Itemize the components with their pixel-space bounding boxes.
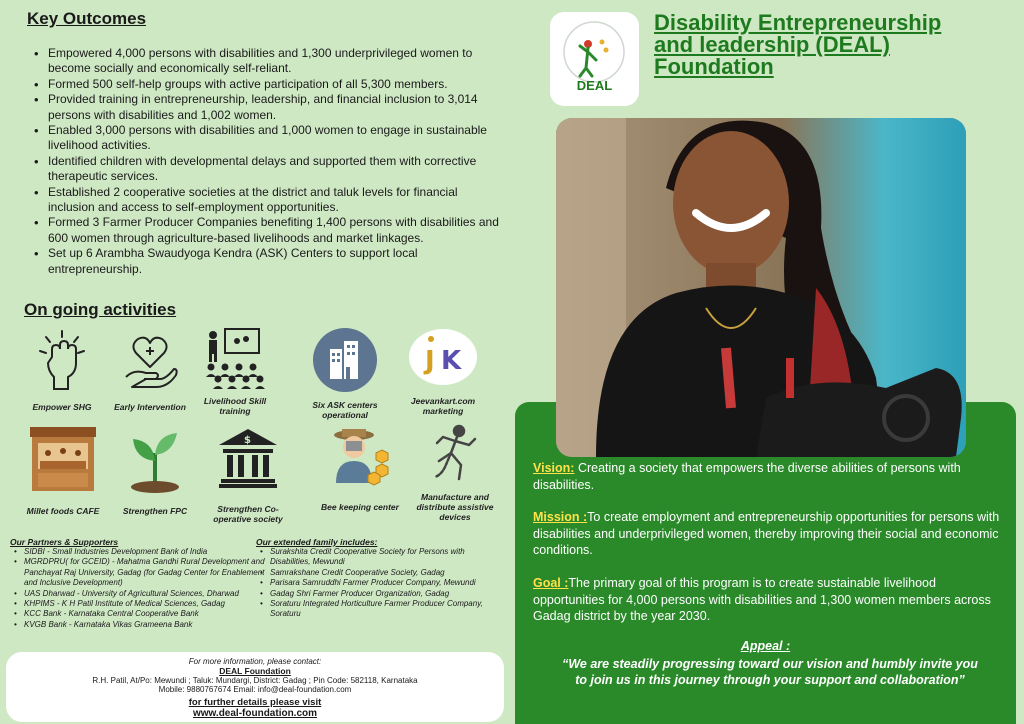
partner-item: • KVGB Bank - Karnataka Vikas Grameena Bank <box>24 620 265 630</box>
family-item: • Surakshita Credit Cooperative Society for Persons with Disabilities, Mewundi <box>270 547 506 568</box>
activity-assistive-devices <box>410 423 500 522</box>
family-item: • Samrakshane Credit Cooperative Society, Gadag <box>270 568 506 578</box>
activity-label: Early Intervention <box>114 402 186 412</box>
page-title: Disability Entrepreneurship and leadership (DEAL) Foundation <box>654 10 942 79</box>
activity-bee-keeping <box>310 423 410 512</box>
partner-item: • SIDBI - Small Industries Development Bank of India <box>24 547 265 557</box>
partner-item: • KHPIMS - K H Patil Institute of Medical Sciences, Gadag <box>24 599 265 609</box>
family-list <box>270 547 506 620</box>
outcome-item: • Formed 3 Farmer Producer Companies benefiting 1,400 persons with disabilities and 600 women through agriculture-based livelihoods and market linkages. <box>48 215 503 246</box>
outcome-item: • Empowered 4,000 persons with disabilities and 1,300 underprivileged women to become socially and economically self-reliant. <box>48 46 503 77</box>
svg-text:K: K <box>441 346 462 376</box>
goal-block <box>533 575 1003 625</box>
vision-label: Vision: <box>533 461 575 475</box>
contact-further: for further details please visit <box>188 697 322 708</box>
goal-text: The primary goal of this program is to create sustainable livelihood opportunities for 4,000 persons with disabilities and 1,300 women members across Gadag district by the year 2030. <box>533 576 991 623</box>
partners-heading: Our Partners & Supporters <box>10 537 119 547</box>
mission-text: To create employment and entrepreneurship opportunities for persons with disabilities and underprivileged women, thereby improving their social and economic conditions. <box>533 510 1000 557</box>
buildings-icon <box>312 327 378 393</box>
goal-label: Goal : <box>533 576 569 590</box>
prosthetic-runner-icon <box>425 423 485 485</box>
partner-item: • UAS Dharwad - University of Agricultural Sciences, Dharwad <box>24 589 265 599</box>
svg-text:$: $ <box>244 435 251 446</box>
appeal-text: “We are steadily progressing toward our vision and humbly invite you to join us in this journey through your support and collaboration” <box>562 657 978 687</box>
activity-early-intervention <box>105 327 195 412</box>
activity-label: Six ASK centers operational <box>312 400 378 420</box>
activity-label: Manufacture and distribute assistive devices <box>416 492 494 522</box>
ongoing-heading: On going activities <box>24 300 177 319</box>
beekeeper-icon <box>328 423 392 489</box>
activity-label: Bee keeping center <box>321 502 399 512</box>
family-item: • Gadag Shri Farmer Producer Organization, Gadag <box>270 589 506 599</box>
activity-livelihood-training <box>195 327 275 416</box>
activity-label: Strengthen Co-operative society <box>213 504 283 524</box>
deal-logo <box>550 12 639 106</box>
activity-millet-cafe <box>20 423 106 516</box>
jk-logo-icon <box>407 327 479 387</box>
activity-label: Strengthen FPC <box>122 506 188 516</box>
appeal-heading: Appeal : <box>740 639 791 653</box>
key-outcomes-list <box>48 46 503 277</box>
svg-text:J: J <box>425 346 435 376</box>
website-link[interactable]: www.deal-foundation.com <box>192 708 318 719</box>
raised-fist-icon <box>32 327 92 395</box>
cafe-shop-icon <box>26 423 100 495</box>
logo-text: DEAL <box>576 78 613 93</box>
activity-strengthen-fpc <box>110 423 200 516</box>
mission-block <box>533 509 1003 559</box>
family-heading: Our extended family includes: <box>256 537 378 547</box>
activity-empower-shg <box>22 327 102 412</box>
outcome-item: • Enabled 3,000 persons with disabilities and 1,000 women to engage in sustainable livelihood activities. <box>48 123 503 154</box>
contact-org: DEAL Foundation <box>219 666 291 676</box>
activity-cooperative <box>200 423 296 524</box>
heart-in-hand-icon <box>120 327 180 395</box>
partners-section <box>10 537 265 630</box>
bank-building-icon <box>215 423 281 491</box>
outcome-item: • Identified children with developmental delays and supported them with corrective therapeutic services. <box>48 154 503 185</box>
partner-item: • MGRDPRU( for GCEID) - Mahatma Gandhi Rural Development and Panchayat Raj University, Gadag (for Gadag Center for Enablement and Inclusive Development) <box>24 557 265 588</box>
family-item: • Parisara Samruddhi Farmer Producer Company, Mewundi <box>270 578 506 588</box>
key-outcomes-heading: Key Outcomes <box>27 9 147 28</box>
mission-label: Mission : <box>533 510 588 524</box>
activity-label: Millet foods CAFE <box>26 506 100 516</box>
hero-photo <box>556 118 966 457</box>
woman-sewing-photo <box>556 118 966 457</box>
contact-address: R.H. Patil, At/Po: Mewundi ; Taluk: Mundargi, District: Gadag ; Pin Code: 582118, Karnataka <box>92 676 418 685</box>
training-class-icon <box>199 327 271 389</box>
contact-box <box>6 652 504 722</box>
outcome-item: • Formed 500 self-help groups with active participation of all 5,300 members. <box>48 77 503 92</box>
family-item: • Soraturu Integrated Horticulture Farmer Producer Company, Soraturu <box>270 599 506 620</box>
activity-label: Jeevankart.com marketing <box>410 396 476 416</box>
extended-family-section <box>256 537 506 620</box>
partners-list <box>24 547 265 630</box>
vision-text: Creating a society that empowers the diverse abilities of persons with disabilities. <box>533 461 961 492</box>
contact-phone-email: Mobile: 9880767674 Email: info@deal-foundation.com <box>158 685 352 694</box>
activity-label: Livelihood Skill training <box>203 396 267 416</box>
activity-jeevankart <box>398 327 488 416</box>
partner-item: • KCC Bank - Karnataka Central Cooperative Bank <box>24 609 265 619</box>
outcome-item: • Established 2 cooperative societies at the district and taluk levels for financial inclusion and access to self-employment opportunities. <box>48 185 503 216</box>
activity-ask-centers <box>300 327 390 420</box>
outcome-item: • Provided training in entrepreneurship, leadership, and financial inclusion to 3,014 persons with disabilities and 1,002 women. <box>48 92 503 123</box>
vision-block <box>533 460 1003 493</box>
contact-intro: For more information, please contact: <box>188 657 322 666</box>
sprout-icon <box>125 423 185 495</box>
outcome-item: • Set up 6 Arambha Swaudyoga Kendra (ASK) Centers to support local entrepreneurship. <box>48 246 503 277</box>
activity-label: Empower SHG <box>32 402 92 412</box>
